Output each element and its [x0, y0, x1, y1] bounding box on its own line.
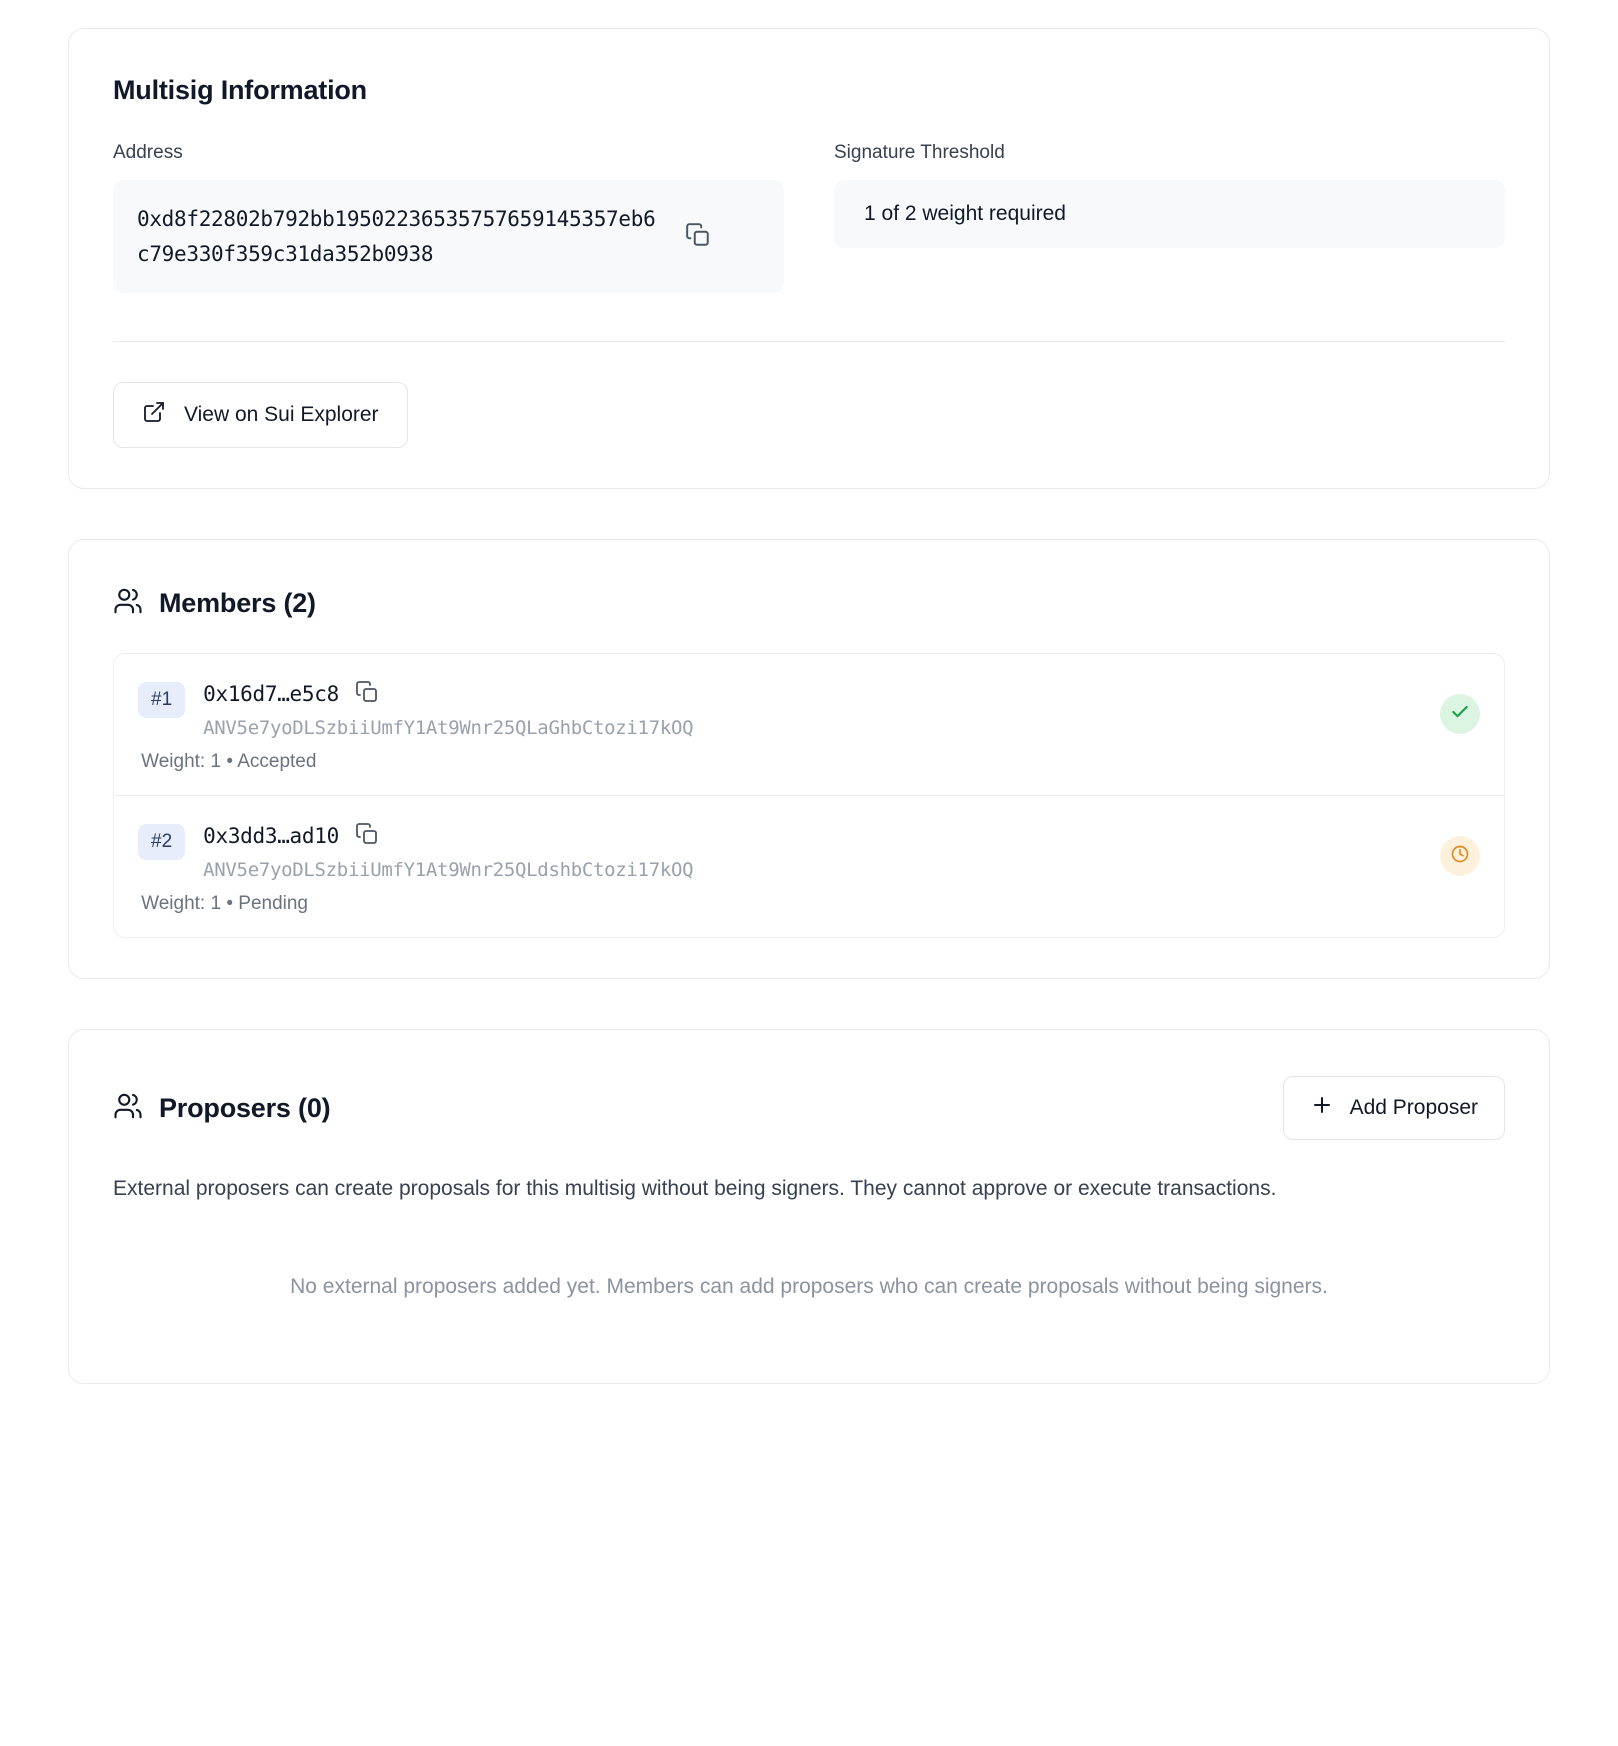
add-proposer-label: Add Proposer [1349, 1096, 1478, 1120]
member-meta: Weight: 1 • Pending [141, 893, 308, 915]
threshold-value-box [834, 180, 1505, 248]
info-grid [113, 142, 1505, 293]
view-on-sui-explorer-label: View on Sui Explorer [184, 403, 379, 427]
proposers-empty-state: No external proposers added yet. Members can add proposers who can create proposals without being signers. [290, 1274, 1328, 1298]
members-card [68, 539, 1550, 979]
external-link-icon [142, 400, 166, 430]
threshold-label: Signature Threshold [834, 142, 1005, 163]
multisig-address: 0xd8f22802b792bb19502236535757659145357eb6c79e330f359c31da352b0938 [137, 207, 656, 266]
members-header [113, 586, 1505, 621]
members-title: Members (2) [159, 588, 316, 619]
page-title: Multisig Information [113, 75, 367, 105]
threshold-column [834, 142, 1505, 293]
table-row[interactable] [114, 796, 1504, 937]
copy-member-address-button[interactable] [355, 680, 379, 707]
multisig-information-card [68, 28, 1550, 489]
proposers-header [113, 1076, 1505, 1140]
copy-icon [355, 680, 379, 707]
address-label: Address [113, 142, 183, 163]
member-address-row [203, 822, 1422, 849]
member-index-badge: #2 [138, 824, 185, 860]
members-title-group [113, 586, 316, 621]
table-row[interactable] [114, 654, 1504, 796]
member-details [141, 822, 1422, 915]
status-badge [1440, 694, 1480, 734]
address-value-box [113, 180, 784, 293]
view-on-sui-explorer-button[interactable] [113, 382, 408, 448]
proposers-card [68, 1029, 1550, 1384]
proposers-title: Proposers (0) [159, 1092, 331, 1123]
copy-address-button[interactable] [685, 222, 711, 251]
proposers-description: External proposers can create proposals for this multisig without being signers. They cannot approve or execute transactions. [113, 1177, 1277, 1201]
member-public-key: ANV5e7yoDLSzbiiUmfY1At9Wnr25QLdshbCtozi17kOQ [203, 859, 694, 882]
members-list [113, 653, 1505, 938]
users-icon [113, 586, 143, 621]
users-icon [113, 1091, 143, 1126]
plus-icon [1310, 1093, 1334, 1123]
member-address: 0x16d7…e5c8 [203, 681, 339, 706]
check-icon [1450, 702, 1470, 727]
clock-icon [1450, 844, 1470, 869]
member-public-key: ANV5e7yoDLSzbiiUmfY1At9Wnr25QLaGhbCtozi17kOQ [203, 717, 694, 740]
copy-member-address-button[interactable] [355, 822, 379, 849]
copy-icon [355, 822, 379, 849]
proposers-title-group [113, 1091, 330, 1126]
address-column [113, 142, 784, 293]
status-badge [1440, 836, 1480, 876]
divider [113, 341, 1505, 342]
copy-icon [685, 222, 711, 251]
member-details [141, 680, 1422, 773]
member-meta: Weight: 1 • Accepted [141, 751, 317, 773]
add-proposer-button[interactable] [1283, 1076, 1505, 1140]
threshold-value: 1 of 2 weight required [864, 202, 1066, 225]
member-index-badge: #1 [138, 682, 185, 718]
member-address: 0x3dd3…ad10 [203, 823, 339, 848]
member-address-row [203, 680, 1422, 707]
